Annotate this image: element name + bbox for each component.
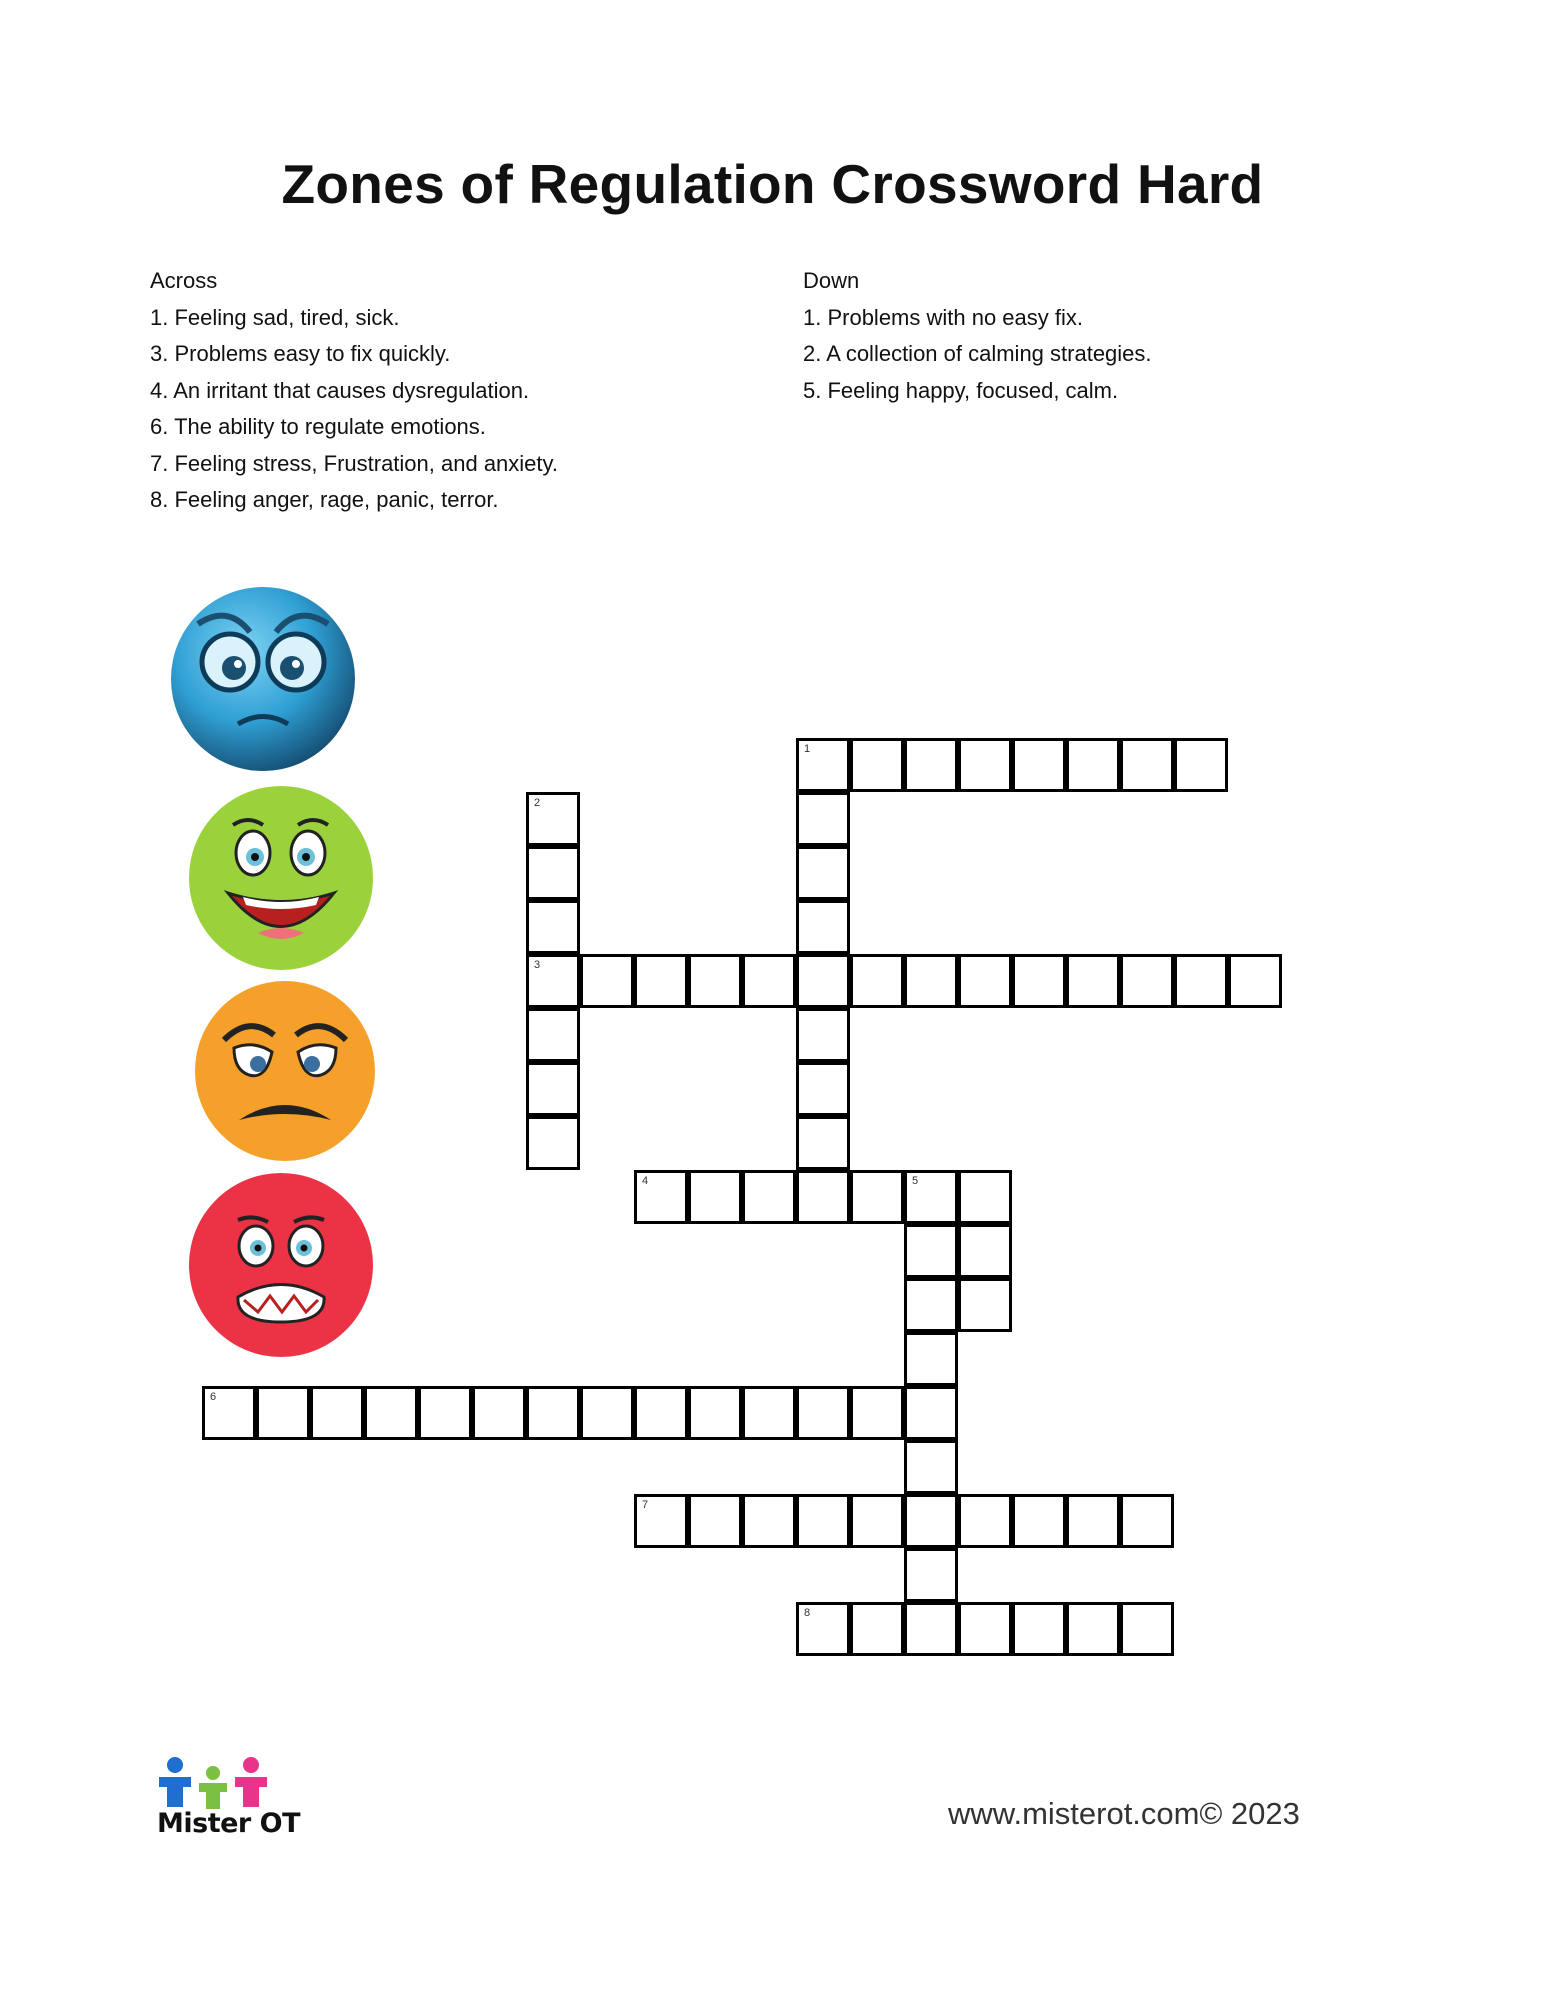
crossword-cell[interactable] xyxy=(796,1386,850,1440)
across-clue-8: 8. Feeling anger, rage, panic, terror. xyxy=(150,487,499,512)
crossword-cell[interactable] xyxy=(688,1386,742,1440)
crossword-cell[interactable] xyxy=(1012,738,1066,792)
across-clue-4: 4. An irritant that causes dysregulation. xyxy=(150,377,530,403)
crossword-cell[interactable] xyxy=(526,1062,580,1116)
crossword-cell[interactable] xyxy=(580,954,634,1008)
crossword-cell[interactable] xyxy=(742,1170,796,1224)
crossword-cell[interactable] xyxy=(634,954,688,1008)
crossword-cell[interactable] xyxy=(364,1386,418,1440)
crossword-cell[interactable] xyxy=(958,1224,1012,1278)
crossword-cell[interactable] xyxy=(796,1116,850,1170)
mister-ot-logo xyxy=(155,1755,275,1811)
down-clue-5: 5. Feeling happy, focused, calm. xyxy=(803,377,1119,403)
crossword-cell[interactable] xyxy=(850,1386,904,1440)
clue-number: 6 xyxy=(210,1391,217,1403)
across-clue-1: 1. Feeling sad, tired, sick. xyxy=(150,304,400,330)
crossword-cell[interactable] xyxy=(1120,954,1174,1008)
crossword-cell[interactable] xyxy=(1012,954,1066,1008)
crossword-cell[interactable] xyxy=(1228,954,1282,1008)
crossword-cell[interactable] xyxy=(904,1548,958,1602)
crossword-cell[interactable] xyxy=(796,1170,850,1224)
crossword-cell[interactable] xyxy=(1012,1494,1066,1548)
crossword-cell[interactable] xyxy=(526,1386,580,1440)
crossword-cell[interactable] xyxy=(1066,954,1120,1008)
crossword-cell[interactable] xyxy=(958,1494,1012,1548)
crossword-cell[interactable] xyxy=(796,900,850,954)
crossword-cell[interactable] xyxy=(904,1440,958,1494)
crossword-cell[interactable] xyxy=(472,1386,526,1440)
across-clue-7: 7. Feeling stress, Frustration, and anxiety. xyxy=(150,450,558,476)
crossword-cell[interactable] xyxy=(526,900,580,954)
crossword-cell[interactable] xyxy=(634,1494,688,1548)
crossword-cell[interactable] xyxy=(796,1494,850,1548)
crossword-cell[interactable] xyxy=(688,1170,742,1224)
crossword-cell[interactable] xyxy=(796,738,850,792)
crossword-cell[interactable] xyxy=(796,846,850,900)
crossword-cell[interactable] xyxy=(1120,1494,1174,1548)
crossword-cell[interactable] xyxy=(1120,1602,1174,1656)
crossword-cell[interactable] xyxy=(580,1386,634,1440)
crossword-cell[interactable] xyxy=(1066,1602,1120,1656)
clue-number: 4 xyxy=(642,1175,649,1187)
crossword-cell[interactable] xyxy=(1066,1494,1120,1548)
clue-number: 3 xyxy=(534,959,541,971)
crossword-cell[interactable] xyxy=(904,1602,958,1656)
crossword-cell[interactable] xyxy=(904,1170,958,1224)
across-clue-3: 3. Problems easy to fix quickly. xyxy=(150,341,451,366)
crossword-cell[interactable] xyxy=(904,1386,958,1440)
crossword-cell[interactable] xyxy=(418,1386,472,1440)
clue-number: 8 xyxy=(804,1607,811,1619)
crossword-cell[interactable] xyxy=(526,1116,580,1170)
crossword-cell[interactable] xyxy=(742,1386,796,1440)
crossword-cell[interactable] xyxy=(310,1386,364,1440)
crossword-cell[interactable] xyxy=(1066,738,1120,792)
crossword-cell[interactable] xyxy=(850,1170,904,1224)
clue-number: 5 xyxy=(912,1175,919,1187)
crossword-cell[interactable] xyxy=(742,954,796,1008)
crossword-cell[interactable] xyxy=(850,1602,904,1656)
crossword-cell[interactable] xyxy=(796,1602,850,1656)
crossword-cell[interactable] xyxy=(796,1008,850,1062)
crossword-cell[interactable] xyxy=(904,1224,958,1278)
crossword-cell[interactable] xyxy=(1120,738,1174,792)
crossword-cell[interactable] xyxy=(904,954,958,1008)
down-clue-1: 1. Problems with no easy fix. xyxy=(803,304,1084,330)
crossword-cell[interactable] xyxy=(958,954,1012,1008)
crossword-cell[interactable] xyxy=(1174,954,1228,1008)
crossword-cell[interactable] xyxy=(904,1278,958,1332)
clue-number: 7 xyxy=(642,1499,649,1511)
crossword-cell[interactable] xyxy=(1012,1602,1066,1656)
crossword-cell[interactable] xyxy=(202,1386,256,1440)
down-heading: Down xyxy=(803,268,860,293)
crossword-cell[interactable] xyxy=(688,954,742,1008)
crossword-cell[interactable] xyxy=(904,1494,958,1548)
crossword-cell[interactable] xyxy=(904,1332,958,1386)
clue-number: 2 xyxy=(534,797,541,809)
footer-copyright: www.misterot.com© 2023 xyxy=(948,1796,1300,1831)
across-heading: Across xyxy=(150,268,218,293)
crossword-cell[interactable] xyxy=(526,846,580,900)
crossword-cell[interactable] xyxy=(796,1062,850,1116)
crossword-cell[interactable] xyxy=(688,1494,742,1548)
crossword-cell[interactable] xyxy=(526,792,580,846)
crossword-cell[interactable] xyxy=(850,738,904,792)
crossword-cell[interactable] xyxy=(850,954,904,1008)
page-title: Zones of Regulation Crossword Hard xyxy=(281,153,1264,215)
across-clue-6: 6. The ability to regulate emotions. xyxy=(150,414,486,439)
crossword-cell[interactable] xyxy=(634,1386,688,1440)
crossword-cell[interactable] xyxy=(1174,738,1228,792)
crossword-cell[interactable] xyxy=(850,1494,904,1548)
down-clue-2: 2. A collection of calming strategies. xyxy=(803,341,1152,366)
crossword-cell[interactable] xyxy=(958,1602,1012,1656)
crossword-cell[interactable] xyxy=(904,738,958,792)
logo-text: Mister OT xyxy=(157,1808,300,1839)
crossword-cell[interactable] xyxy=(526,954,580,1008)
crossword-cell[interactable] xyxy=(634,1170,688,1224)
crossword-cell[interactable] xyxy=(958,1278,1012,1332)
crossword-cell[interactable] xyxy=(256,1386,310,1440)
crossword-cell[interactable] xyxy=(958,1170,1012,1224)
clue-number: 1 xyxy=(804,743,811,755)
crossword-cell[interactable] xyxy=(796,954,850,1008)
crossword-cell[interactable] xyxy=(742,1494,796,1548)
crossword-cell[interactable] xyxy=(958,738,1012,792)
crossword-cell[interactable] xyxy=(526,1008,580,1062)
crossword-cell[interactable] xyxy=(796,792,850,846)
